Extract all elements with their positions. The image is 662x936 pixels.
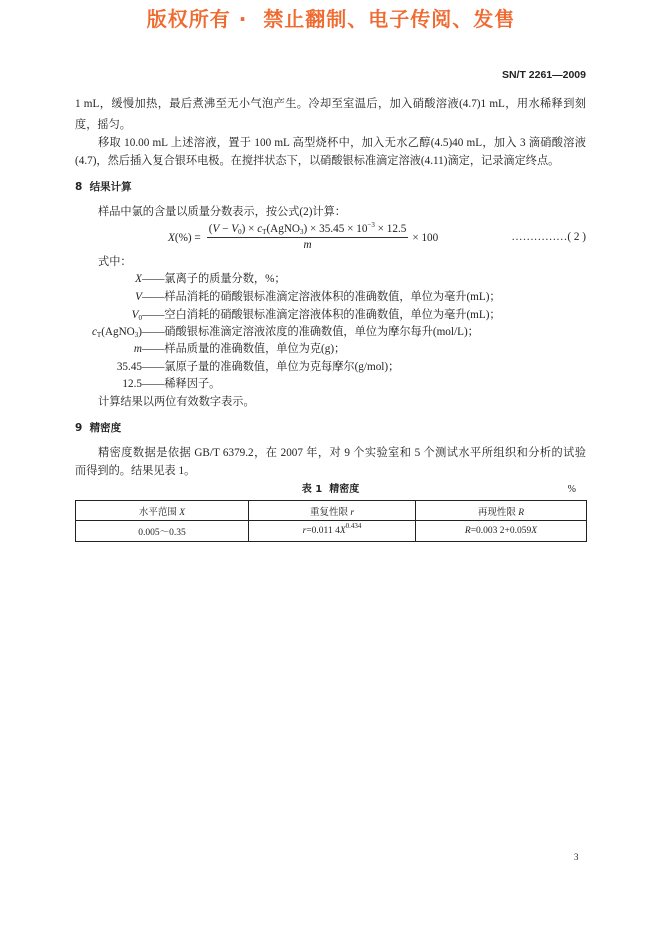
paragraph-line: 移取 10.00 mL 上述溶液，置于 100 mL 高型烧杯中，加入无水乙醇(4.5)40 mL，加入 3 滴硝酸溶液: [98, 137, 586, 149]
legend-symbol: $c_T(AgNO_3)$: [91, 326, 142, 339]
paragraph-line: 精密度数据是依据 GB/T 6379.2，在 2007 年，对 9 个实验室和 5 个测试水平所组织和分析的试验: [98, 447, 586, 459]
table-cell: R=0.003 2+0.059X: [416, 521, 587, 542]
page-number: 3: [574, 852, 579, 862]
table-caption: 表 1 精密度: [301, 484, 360, 495]
legend-description: ——硝酸银标准滴定溶液浓度的准确数值，单位为摩尔每升(mol/L)；: [142, 326, 479, 338]
legend-item: [0, 375, 662, 393]
paragraph-line: (4.7)，然后插入复合银环电极。在搅拌状态下，以硝酸银标准滴定溶液(4.11)滴定，记录滴定终点。: [75, 155, 560, 167]
table-header-cell: 水平范围 X: [76, 501, 249, 521]
table-header-cell: 重复性限 r: [249, 501, 416, 521]
legend-symbol: m: [133, 343, 142, 355]
table-cell: r=0.011 $4X^{0.434}$: [249, 521, 416, 542]
formula-lhs: X(%) =: [168, 231, 201, 244]
copyright-watermark: 版权所有 · 禁止翻制、电子传阅、发售: [146, 7, 516, 31]
legend-symbol: 12.5: [122, 378, 142, 390]
legend-symbol: 35.45: [116, 361, 142, 373]
table-unit: %: [567, 484, 576, 495]
legend-item: [0, 340, 662, 358]
legend-item: [0, 306, 662, 324]
table-header-row: [76, 501, 587, 521]
legend-description: ——稀释因子。: [142, 378, 221, 390]
formula-denominator: m: [303, 239, 312, 251]
table-row: [76, 521, 587, 542]
formula: [168, 222, 438, 253]
legend-item: [0, 358, 662, 376]
section-heading: 9 精密度: [75, 422, 122, 434]
legend-description: ——氯离子的质量分数，%；: [142, 273, 286, 285]
legend-description: ——空白消耗的硝酸银标准滴定溶液体积的准确数值，单位为毫升(mL)；: [142, 309, 501, 321]
legend-symbol: X: [135, 273, 142, 285]
legend-symbol: V: [135, 291, 142, 303]
legend-item: [0, 323, 662, 341]
equation-number: ……………( 2 ): [511, 231, 586, 243]
legend-description: ——氯原子量的准确数值，单位为克每摩尔(g/mol)；: [142, 361, 400, 373]
legend-item: [0, 288, 662, 306]
where-label: 式中：: [98, 256, 132, 268]
legend-symbol: $V_0$: [131, 309, 142, 322]
legend-item: [0, 270, 662, 288]
formula-numerator: $(V - V_0)$ × $c_T(AgNO_3) \times 35.45 \times 10^{-3} \times 12.5$: [208, 221, 407, 236]
paragraph-line: 而得到的。结果见表 1。: [75, 465, 196, 477]
standard-code: SN/T 2261—2009: [501, 69, 586, 81]
legend-description: ——样品质量的准确数值，单位为克(g)；: [142, 343, 346, 355]
precision-table: [75, 500, 587, 542]
formula-multiplier: × 100: [412, 231, 439, 244]
table-header-cell: 再现性限 R: [416, 501, 587, 521]
table-cell: 0.005～0.35: [76, 521, 249, 542]
paragraph-line: 度，摇匀。: [75, 119, 131, 131]
legend-description: ——样品消耗的硝酸银标准滴定溶液体积的准确数值，单位为毫升(mL)；: [142, 291, 501, 303]
result-note: 计算结果以两位有效数字表示。: [98, 396, 255, 408]
section-heading: 8 结果计算: [75, 181, 132, 193]
formula-intro: 样品中氯的含量以质量分数表示，按公式(2)计算：: [98, 206, 346, 218]
paragraph-line: 1 mL，缓慢加热，最后煮沸至无小气泡产生。冷却至室温后，加入硝酸溶液(4.7)1 mL，用水稀释到刻: [75, 98, 586, 110]
formula-fraction: [207, 222, 409, 253]
